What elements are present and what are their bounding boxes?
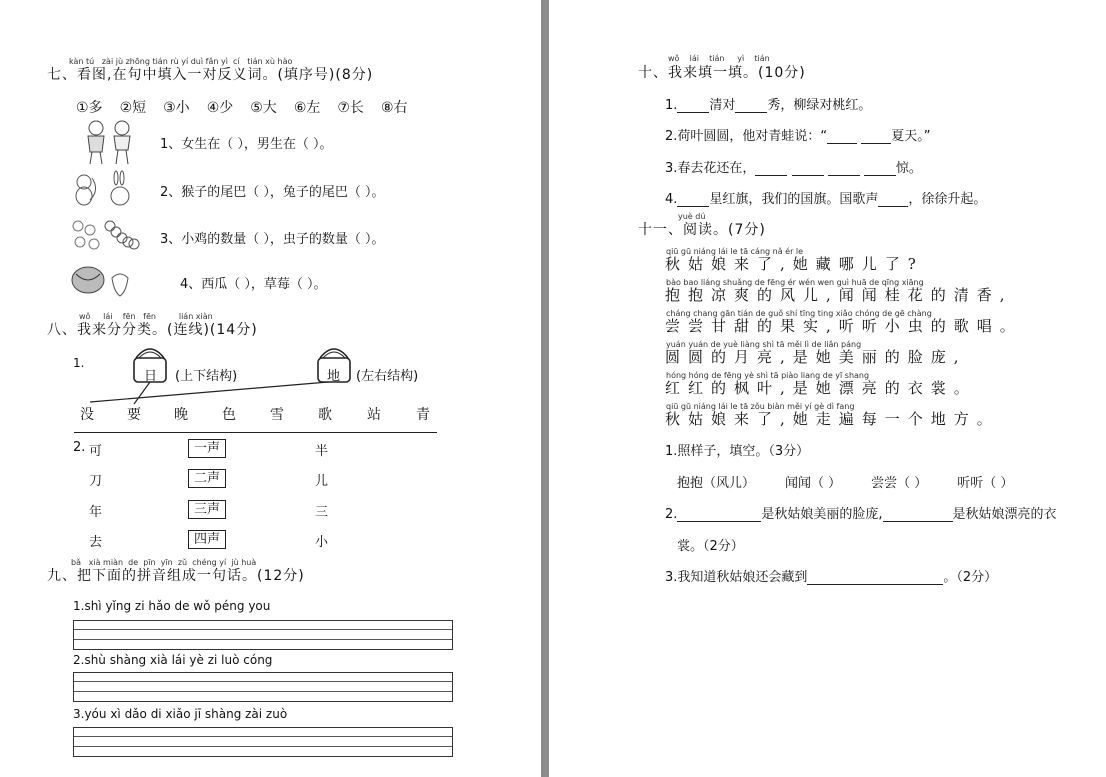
blank[interactable] bbox=[883, 507, 953, 522]
tone-box-1[interactable]: 一声 bbox=[188, 439, 226, 458]
tone-box-2[interactable]: 二声 bbox=[188, 469, 226, 488]
blank[interactable] bbox=[864, 161, 896, 176]
left-col-3: 年 bbox=[89, 505, 103, 520]
blank[interactable] bbox=[828, 161, 860, 176]
q10-line-4: 4. 星红旗，我们的国旗。国歌声 ，徐徐升起。 bbox=[665, 192, 987, 207]
q11-pinyin: yuè dú bbox=[678, 212, 706, 221]
blank[interactable] bbox=[677, 192, 709, 207]
q11-sub1-row: 抱抱（风儿） 闻闻（ ） 尝尝（ ） 听听（ ） bbox=[677, 476, 1014, 491]
right-col-2: 儿 bbox=[315, 474, 329, 489]
poem-line-2: 抱抱凉爽的风儿,闻闻桂花的清香, bbox=[665, 286, 1013, 304]
example-connection-lines bbox=[80, 378, 340, 408]
writing-box-2[interactable] bbox=[73, 672, 453, 702]
poem-pinyin-5: hóng hóng de fēng yè shì tā piào liang de yī shang bbox=[666, 371, 870, 380]
writing-box-3[interactable] bbox=[73, 727, 453, 757]
left-col-1: 可 bbox=[89, 444, 103, 459]
poem-line-1: 秋姑娘来了,她藏哪儿了? bbox=[665, 255, 924, 273]
poem-pinyin-4: yuán yuán de yuè liàng shì tā měi lì de liǎn páng bbox=[666, 340, 862, 349]
char-5[interactable]: 雪 bbox=[270, 407, 284, 423]
q8-part2-label: 2. bbox=[73, 440, 86, 455]
q11-sub2: 2. 是秋姑娘美丽的脸庞, 是秋姑娘漂亮的衣 bbox=[665, 507, 1057, 522]
q10-title: 十、我来填一填。(10分) bbox=[638, 65, 806, 81]
blank[interactable] bbox=[792, 161, 824, 176]
left-col-2: 刀 bbox=[89, 474, 103, 489]
right-col-4: 小 bbox=[315, 535, 329, 550]
basket-2-char: 地 bbox=[327, 369, 341, 384]
q11-sub1: 1.照样子，填空。（3分） bbox=[665, 444, 810, 459]
q8-part1-label: 1. bbox=[73, 356, 85, 370]
poem-line-6: 秋姑娘来了,她走遍每一个地方。 bbox=[665, 410, 1000, 428]
q8-divider bbox=[74, 432, 437, 433]
q7-item-3: 3、小鸡的数量（ ），虫子的数量（ ）。 bbox=[160, 232, 385, 247]
kids-picture bbox=[78, 118, 142, 166]
poem-line-5: 红红的枫叶,是她漂亮的衣裳。 bbox=[665, 379, 977, 397]
chicks-worm-picture bbox=[70, 216, 142, 252]
tone-box-4[interactable]: 四声 bbox=[188, 530, 226, 549]
char-7[interactable]: 站 bbox=[367, 407, 381, 423]
page-gutter bbox=[541, 0, 549, 777]
char-8[interactable]: 青 bbox=[416, 407, 430, 423]
watermelon-strawberry-picture bbox=[70, 262, 132, 298]
basket-2-label: (左右结构) bbox=[356, 369, 419, 384]
q7-options: ①多 ②短 ③小 ④少 ⑤大 ⑥左 ⑦长 ⑧右 bbox=[76, 100, 408, 116]
basket-1-label: (上下结构) bbox=[175, 369, 238, 384]
blank[interactable] bbox=[755, 161, 787, 176]
tone-box-3[interactable]: 三声 bbox=[188, 500, 226, 519]
monkey-rabbit-picture bbox=[70, 170, 136, 208]
q7-title: 七、看图,在句中填入一对反义词。(填序号)(8分) bbox=[47, 67, 374, 83]
char-2[interactable]: 要 bbox=[127, 407, 141, 423]
basket-1-char: 日 bbox=[144, 369, 158, 384]
char-1[interactable]: 没 bbox=[80, 407, 94, 423]
q9-line-1: 1.shì yǐng zi hǎo de wǒ péng you bbox=[73, 599, 271, 613]
writing-box-1[interactable] bbox=[73, 620, 453, 650]
q7-pinyin: kàn tú zài jù zhōng tián rù yí duì fǎn yì cí tián xù hào bbox=[69, 57, 293, 66]
q7-item-4: 4、西瓜（ ），草莓（ ）。 bbox=[180, 277, 327, 292]
q10-line-1: 1. 清对 秀，柳绿对桃红。 bbox=[665, 98, 872, 113]
poem-line-3: 尝尝甘甜的果实,听听小虫的歌唱。 bbox=[665, 317, 1023, 335]
char-4[interactable]: 色 bbox=[222, 407, 236, 423]
right-col-3: 三 bbox=[315, 505, 329, 520]
right-col-1: 半 bbox=[315, 444, 329, 459]
poem-pinyin-2: bào bao liáng shuǎng de fēng ér wén wen guì huā de qīng xiāng bbox=[666, 278, 924, 287]
blank[interactable] bbox=[735, 98, 767, 113]
q7-item-1: 1、女生在（ ），男生在（ ）。 bbox=[160, 137, 333, 152]
left-page bbox=[0, 0, 541, 777]
poem-pinyin-6: qiū gū niáng lái le tā zǒu biàn měi yí gè dì fang bbox=[666, 402, 855, 411]
blank[interactable] bbox=[827, 129, 857, 144]
q11-sub3: 3.我知道秋姑娘还会藏到 。（2分） bbox=[665, 570, 998, 585]
q10-line-3: 3.春去花还在， 惊。 bbox=[665, 161, 922, 176]
blank[interactable] bbox=[677, 507, 761, 522]
poem-line-4: 圆圆的月亮,是她美丽的脸庞, bbox=[665, 348, 967, 366]
left-col-4: 去 bbox=[89, 535, 103, 550]
blank[interactable] bbox=[677, 98, 709, 113]
blank[interactable] bbox=[878, 192, 908, 207]
q10-line-2: 2.荷叶圆圆，他对青蛙说：“ 夏天。” bbox=[665, 129, 931, 144]
right-page bbox=[549, 0, 1106, 777]
q9-line-3: 3.yóu xì dǎo di xiǎo jī shàng zài zuò bbox=[73, 707, 288, 721]
q11-title: 十一、阅读。(7分) bbox=[638, 222, 766, 238]
char-6[interactable]: 歌 bbox=[318, 407, 332, 423]
q11-sub2-cont: 裳。（2分） bbox=[677, 539, 744, 554]
q10-pinyin: wǒ lái tián yì tián bbox=[668, 54, 770, 63]
char-3[interactable]: 晚 bbox=[174, 407, 188, 423]
q8-title: 八、我来分分类。(连线)(14分) bbox=[47, 322, 258, 338]
q9-title: 九、把下面的拼音组成一句话。(12分) bbox=[47, 568, 305, 584]
poem-pinyin-3: cháng chang gān tián de guǒ shí tīng ting xiǎo chóng de gē chàng bbox=[666, 309, 932, 318]
q7-item-2: 2、猴子的尾巴（ ），兔子的尾巴（ ）。 bbox=[160, 185, 385, 200]
q9-pinyin: bǎ xià miàn de pīn yīn zǔ chéng yí jù huà bbox=[71, 558, 257, 567]
poem-pinyin-1: qiū gū niáng lái le tā cáng nǎ ér le bbox=[666, 247, 804, 256]
blank[interactable] bbox=[861, 129, 891, 144]
blank[interactable] bbox=[807, 570, 943, 585]
q9-line-2: 2.shù shàng xià lái yè zi luò cóng bbox=[73, 653, 273, 667]
q8-pinyin: wǒ lái fēn fēn lián xiàn bbox=[79, 312, 213, 321]
